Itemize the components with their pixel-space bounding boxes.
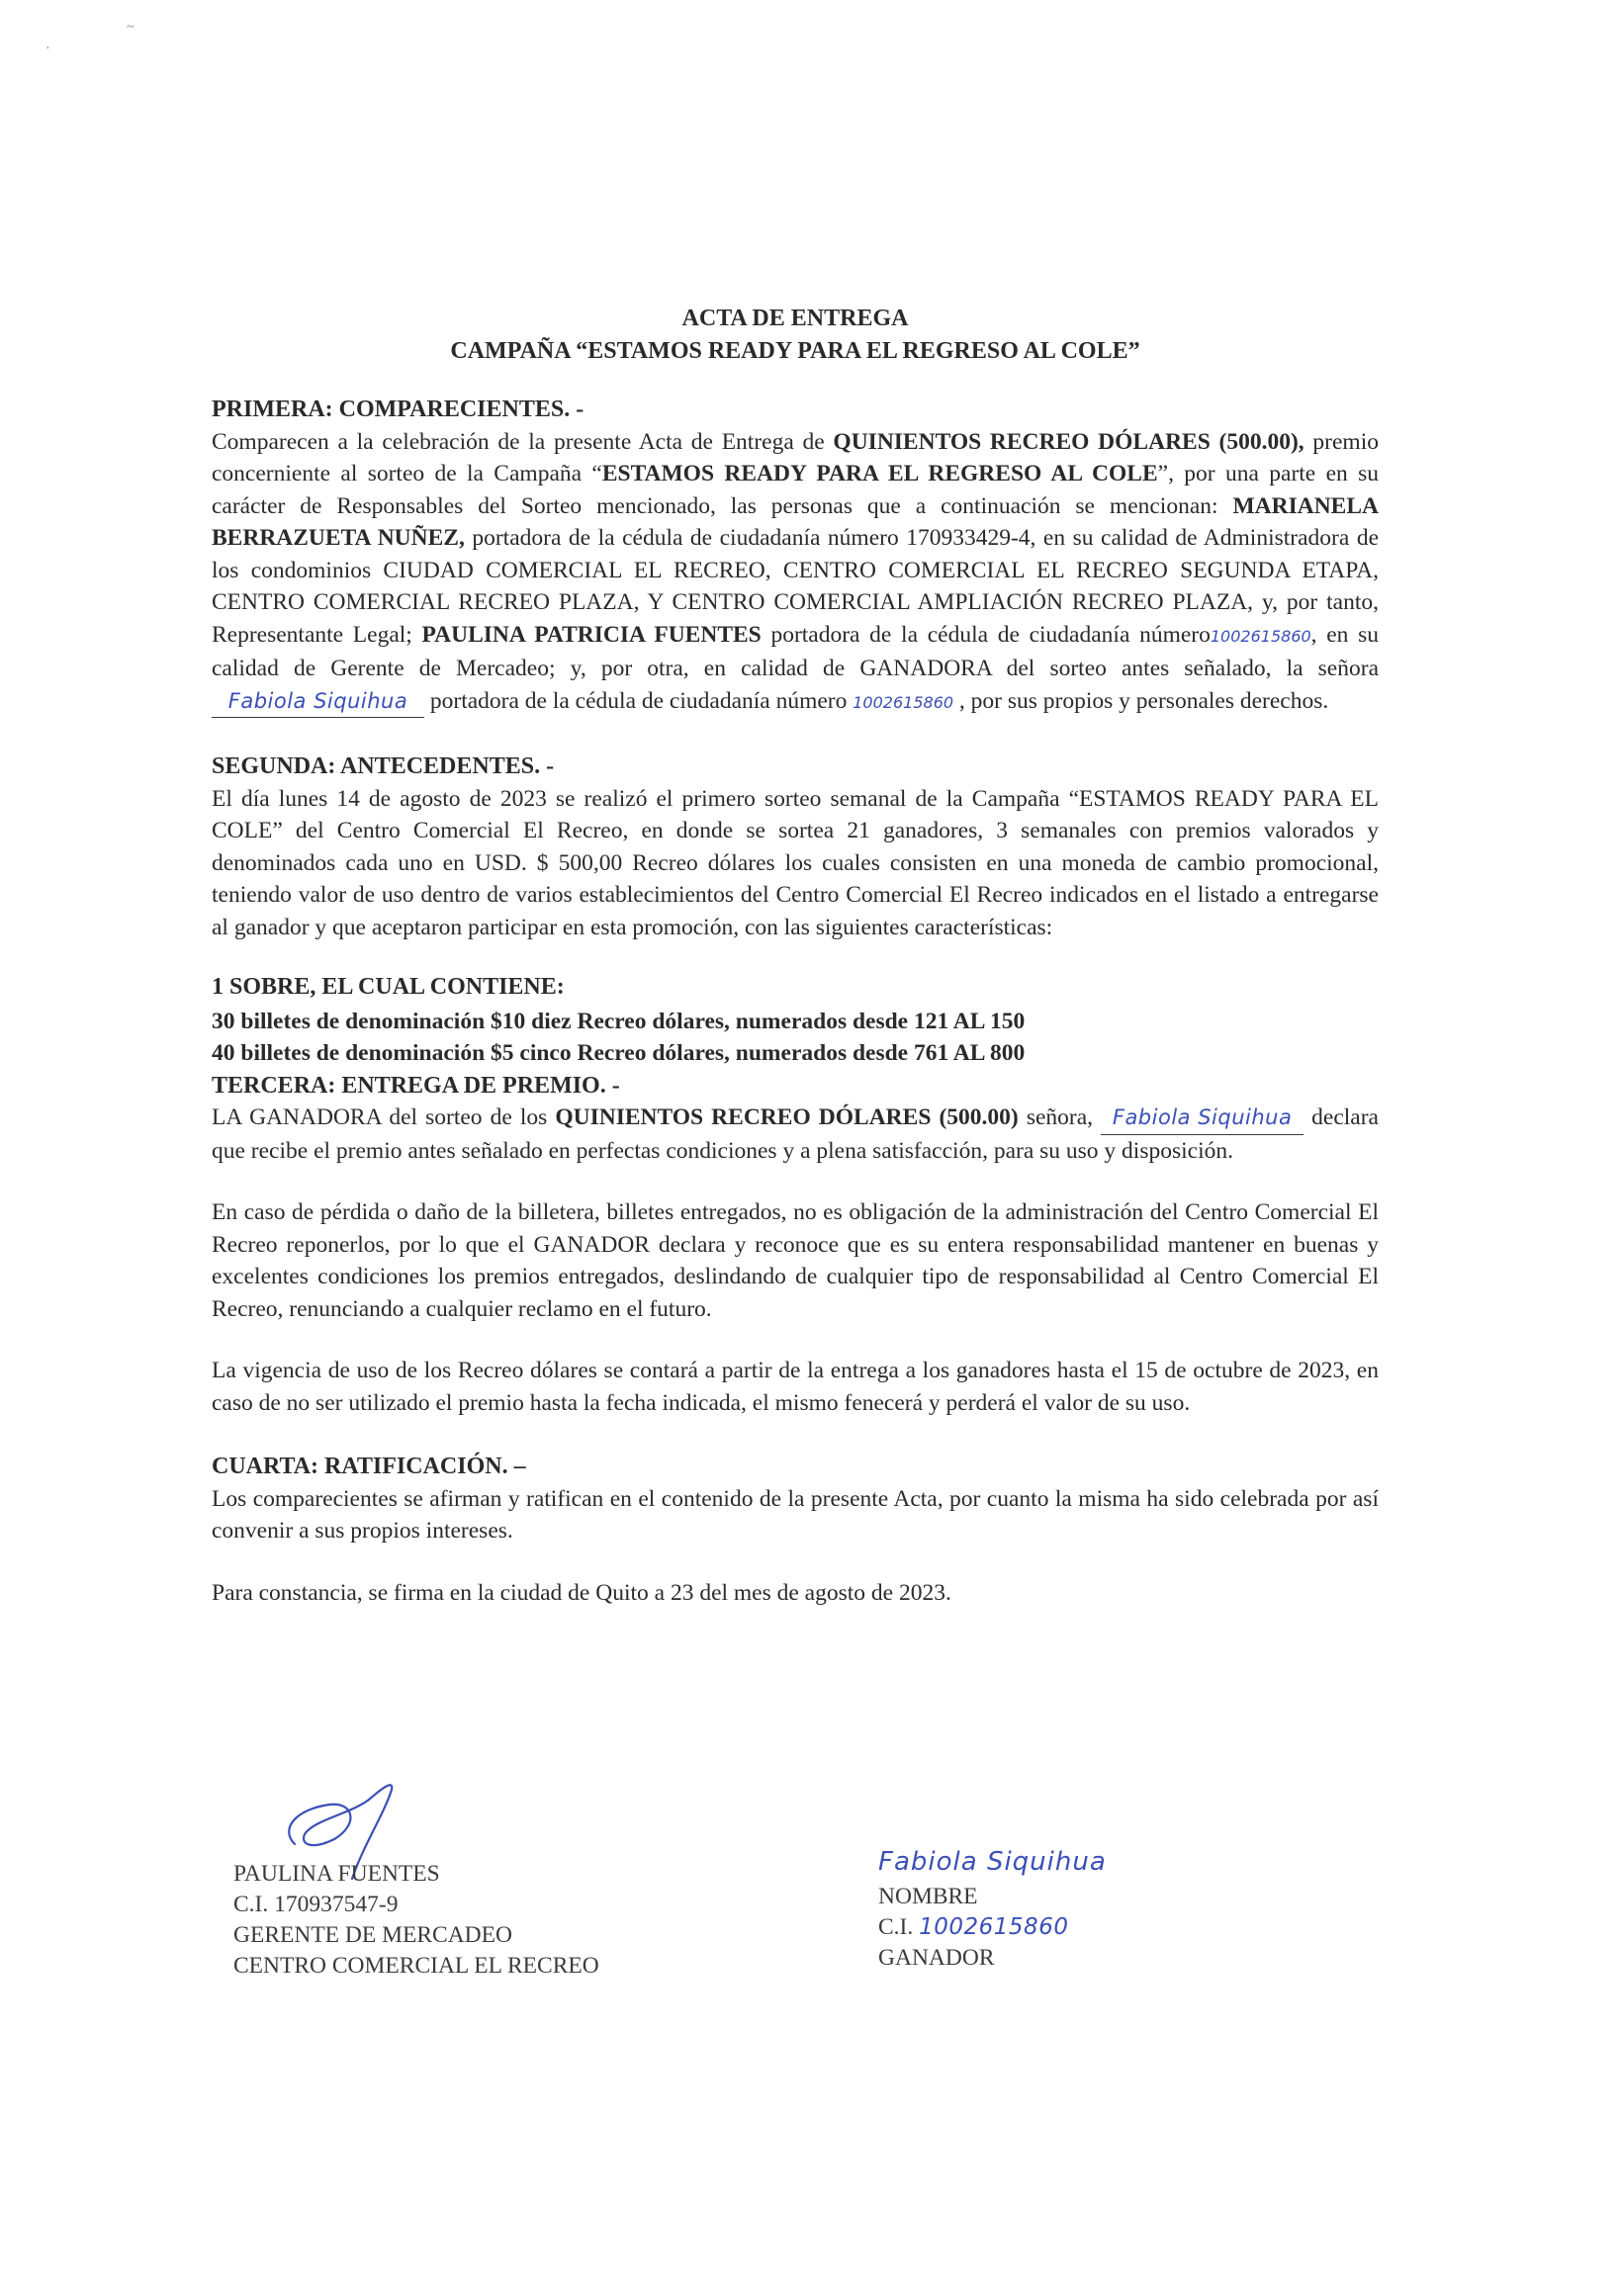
signer-org: CENTRO COMERCIAL EL RECREO [233, 1953, 599, 1979]
document-subtitle: CAMPAÑA “ESTAMOS READY PARA EL REGRESO AL COLE” [450, 338, 1140, 364]
name-label: NOMBRE [878, 1884, 978, 1909]
list-item: 40 billetes de denominación $5 cinco Recreo dólares, numerados desde 761 AL 800 [212, 1040, 1026, 1066]
paragraph-vigencia: La vigencia de uso de los Recreo dólares se contará a partir de la entrega a los ganadores hasta el 15 de octubre de 2023, en caso de no ser utilizado el premio hasta la fecha indicada, el mismo fenecerá y perderá el valor de su uso. [212, 1358, 1379, 1416]
list-heading: 1 SOBRE, EL CUAL CONTIENE: [212, 974, 565, 1000]
section-heading-cuarta: CUARTA: RATIFICACIÓN. – [212, 1454, 526, 1479]
signature-block-ganador [878, 1847, 1107, 1974]
document-title: ACTA DE ENTREGA [681, 306, 909, 331]
signature-block-gerente [233, 1859, 599, 1982]
handwritten-ci: 1002615860 [853, 692, 954, 712]
signer-ci: C.I. 170937547-9 [233, 1892, 399, 1917]
document-body [212, 303, 1379, 1609]
winner-role: GANADOR [878, 1945, 995, 1971]
paragraph-comparecientes: Comparecen a la celebración de la presente Acta de Entrega de QUINIENTOS RECREO DÓLARES (500.00), premio concerniente al sorteo de la Campaña “ESTAMOS READY PARA EL REGRESO AL COLE”, por una parte en su carácter de Responsables del Sorteo mencionado, las personas que a continuación se mencionan: MARIANELA BERRAZUETA NUÑEZ, portadora de la cédula de ciudadanía número 170933429-4, en su calidad de Administradora de los condominios CIUDAD COMERCIAL EL RECREO, CENTRO COMERCIAL EL RECREO SEGUNDA ETAPA, CENTRO COMERCIAL RECREO PLAZA, Y CENTRO COMERCIAL AMPLIACIÓN RECREO PLAZA, y, por tanto, Representante Legal; PAULINA PATRICIA FUENTES portadora de la cédula de ciudadanía número1002615860, en su calidad de Gerente de Mercadeo; y, por otra, en calidad de GANADORA del sorteo antes señalado, la señora Fabiola Siquihua portadora de la cédula de ciudadanía número 1002615860 , por sus propios y personales derechos. [212, 426, 1379, 720]
handwritten-name-field: Fabiola Siquihua [212, 685, 424, 719]
scan-mark: · [45, 42, 50, 56]
scan-mark: ~ [127, 20, 135, 35]
handwritten-winner-name: Fabiola Siquihua [878, 1847, 1107, 1877]
handwritten-name-field: Fabiola Siquihua [1101, 1102, 1303, 1135]
paragraph-constancia: Para constancia, se firma en la ciudad de Quito a 23 del mes de agosto de 2023. [212, 1579, 951, 1606]
handwritten-ci: 1002615860 [919, 1914, 1069, 1940]
paragraph-entrega: LA GANADORA del sorteo de los QUINIENTOS RECREO DÓLARES (500.00) señora, Fabiola Siquihua declara que recibe el premio antes señalado en perfectas condiciones y a plena satisfacción, para su uso y disposición. [212, 1102, 1379, 1167]
paragraph-ratificacion: Los comparecientes se afirman y ratifican en el contenido de la presente Acta, por cuanto la misma ha sido celebrada por así convenir a sus propios intereses. [212, 1485, 1379, 1544]
paragraph-perdida: En caso de pérdida o daño de la billetera, billetes entregados, no es obligación de la administración del Centro Comercial El Recreo reponerlos, por lo que el GANADOR declara y reconoce que es su entera responsabilidad mantener en buenas y excelentes condiciones los premios entregados, deslindando de cualquier tipo de responsabilidad al Centro Comercial El Recreo, renunciando a cualquier reclamo en el futuro. [212, 1199, 1379, 1322]
paragraph-antecedentes: El día lunes 14 de agosto de 2023 se realizó el primero sorteo semanal de la Campaña “ESTAMOS READY PARA EL COLE” del Centro Comercial El Recreo, en donde se sortea 21 ganadores, 3 semanales con premios valorados y denominados cada uno en USD. $ 500,00 Recreo dólares los cuales consisten en una moneda de cambio promocional, teniendo valor de uso dentro de varios establecimientos del Centro Comercial El Recreo indicados en el listado a entregarse al ganador y que aceptaron participar en esta promoción, con las siguientes características: [212, 785, 1379, 940]
signer-name: PAULINA FUENTES [233, 1861, 440, 1887]
section-heading-primera: PRIMERA: COMPARECIENTES. - [212, 397, 584, 422]
section-heading-segunda: SEGUNDA: ANTECEDENTES. - [212, 753, 555, 779]
signer-role: GERENTE DE MERCADEO [233, 1922, 512, 1948]
handwritten-ci: 1002615860 [1210, 626, 1311, 646]
section-heading-tercera: TERCERA: ENTREGA DE PREMIO. - [212, 1072, 620, 1099]
list-item: 30 billetes de denominación $10 diez Recreo dólares, numerados desde 121 AL 150 [212, 1008, 1026, 1034]
winner-ci: C.I. 1002615860 [878, 1914, 1069, 1940]
